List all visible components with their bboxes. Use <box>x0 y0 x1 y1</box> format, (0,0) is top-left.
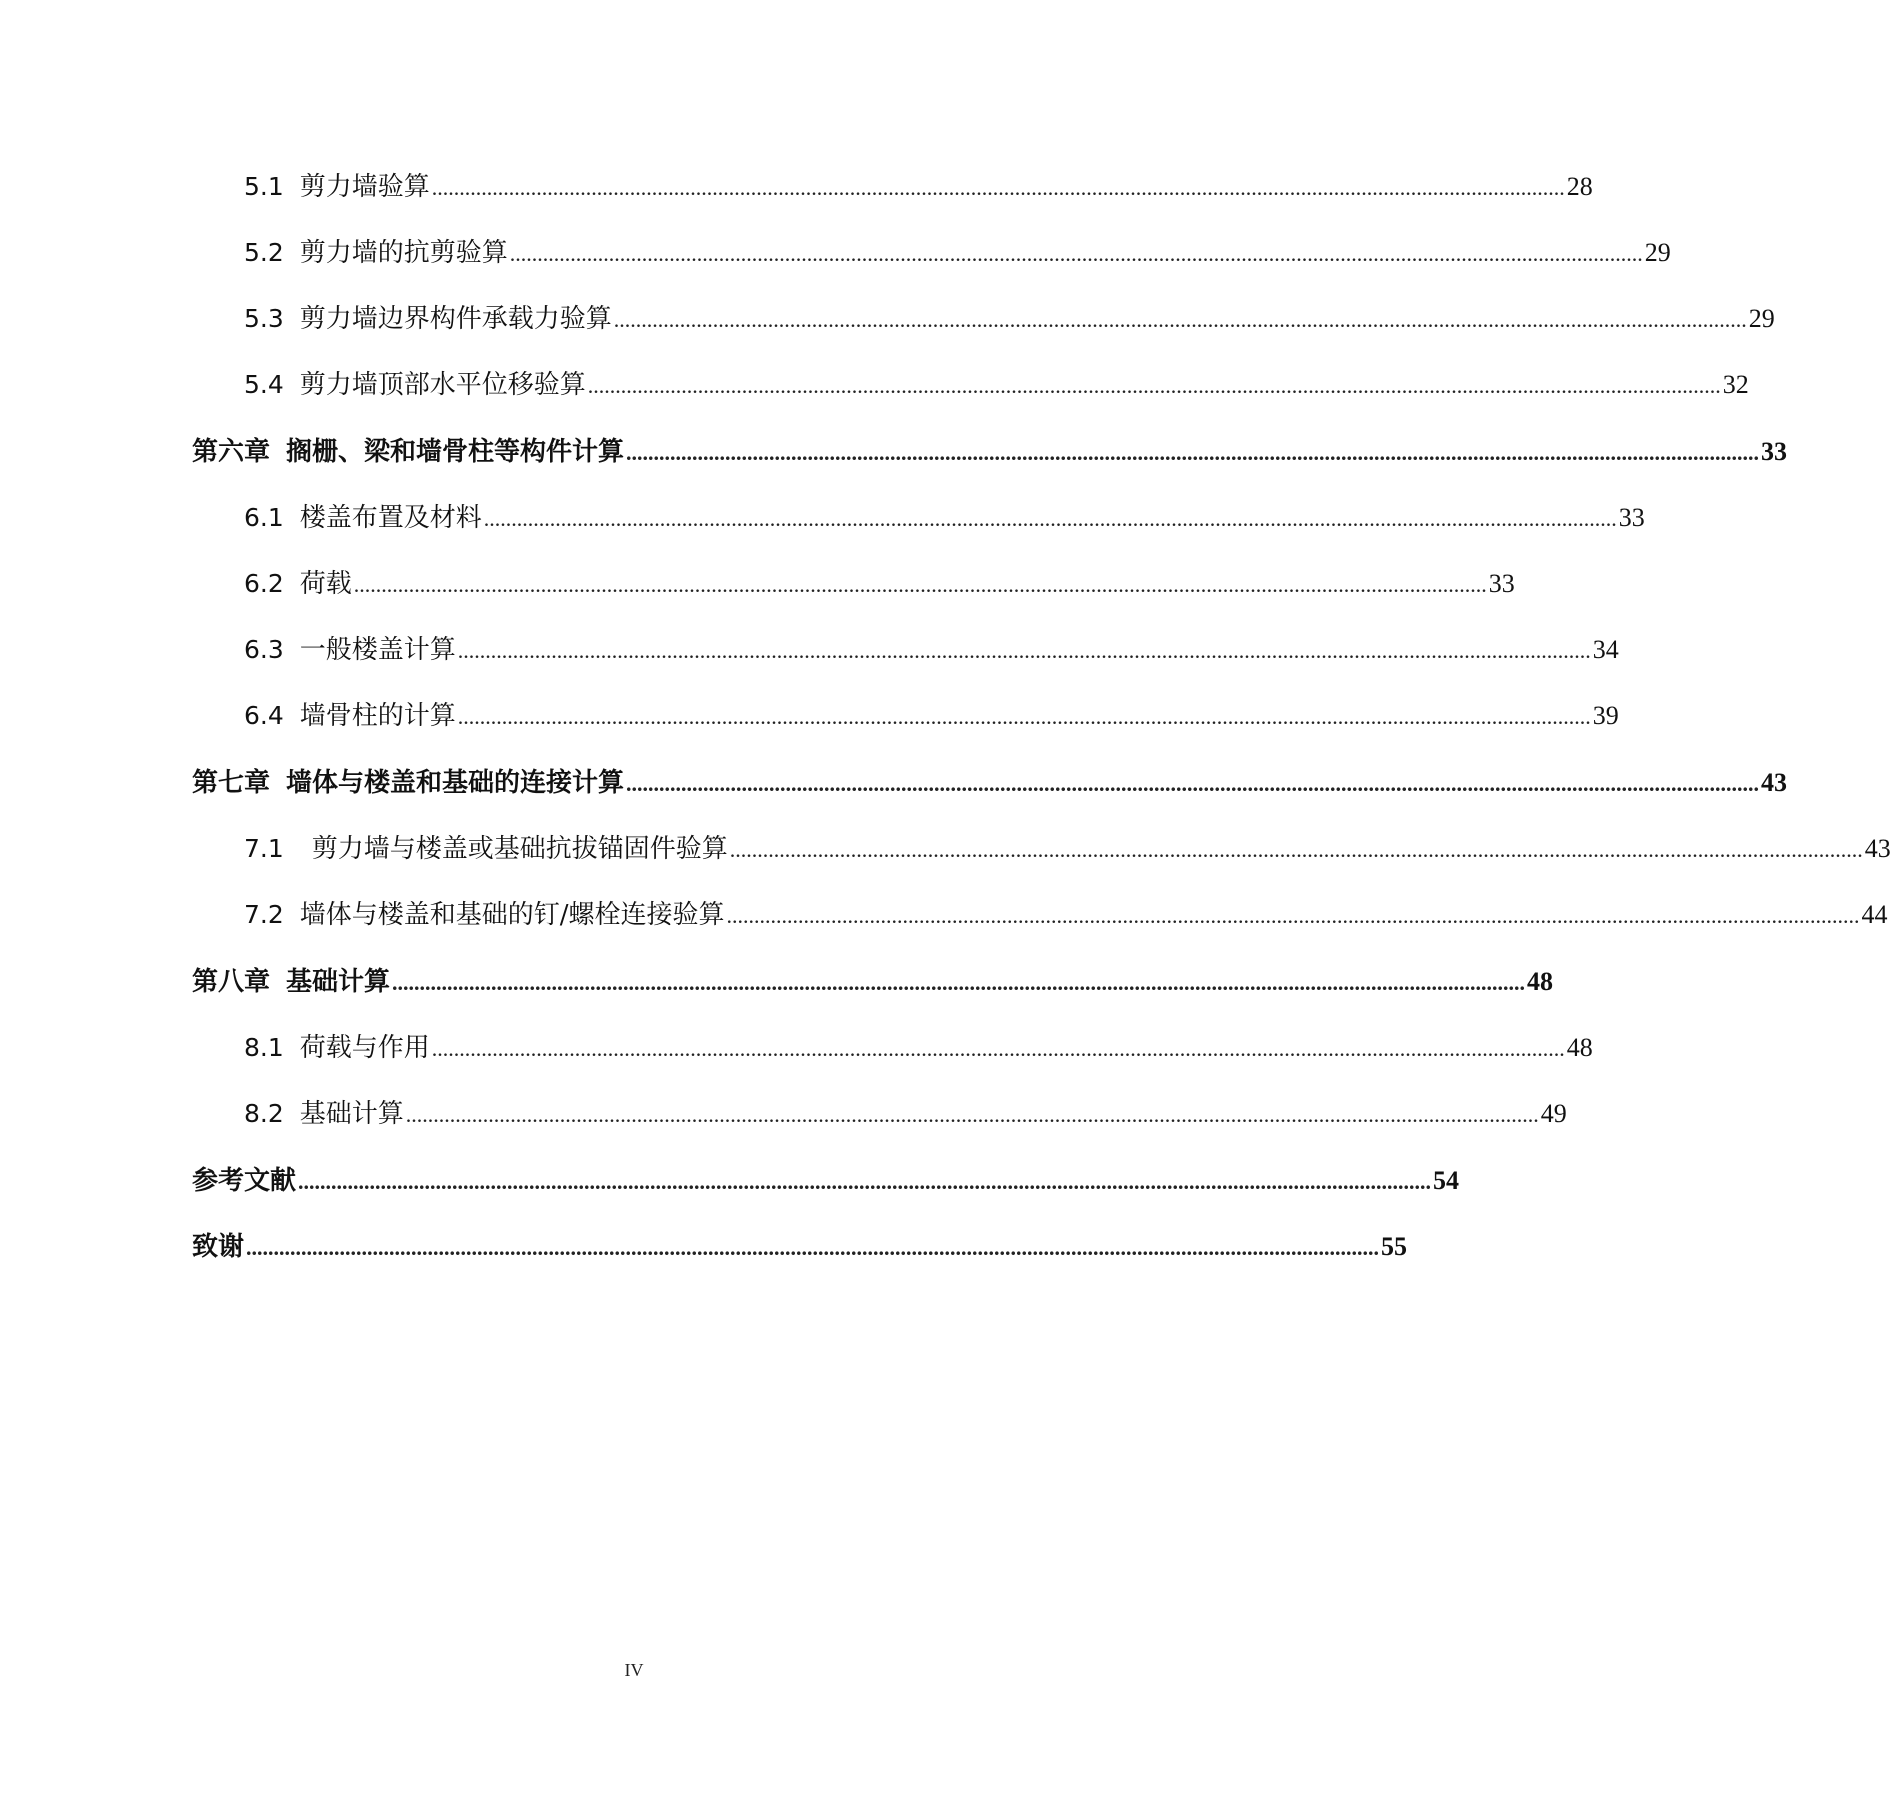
toc-chapter-entry[interactable] <box>192 1227 1408 1267</box>
toc-entry-page: 33 <box>1761 437 1788 466</box>
toc-dot-leader: .............................................................................................................................................................................................................. <box>392 970 1526 995</box>
toc-entry-number: 5.3 <box>244 304 284 333</box>
toc-dot-leader: .............................................................................................................................................................................................................. <box>431 175 1565 200</box>
toc-entry-page: 48 <box>1527 967 1554 996</box>
toc-entry-page: 29 <box>1748 304 1775 333</box>
toc-entry-number: 8.2 <box>244 1099 284 1128</box>
toc-entry-title: 荷载 <box>299 569 352 599</box>
toc-dot-leader: .............................................................................................................................................................................................................. <box>431 1036 1565 1061</box>
toc-entry[interactable] <box>192 696 1619 736</box>
toc-entry[interactable] <box>192 1028 1593 1068</box>
toc-entry[interactable] <box>192 895 1888 935</box>
toc-entry-number: 5.2 <box>244 238 284 267</box>
toc-entry-title: 墙体与楼盖和基础的连接计算 <box>286 768 625 798</box>
toc-entry[interactable] <box>192 299 1775 339</box>
toc-entry-page: 29 <box>1644 238 1671 267</box>
toc-entry[interactable] <box>192 564 1515 604</box>
toc-entry[interactable] <box>192 829 1891 869</box>
toc-entry-page: 43 <box>1761 768 1788 797</box>
toc-entry-title: 墙体与楼盖和基础的钉/螺栓连接验算 <box>299 900 725 930</box>
toc-dot-leader: .............................................................................................................................................................................................................. <box>353 572 1487 597</box>
toc-entry-number: 6.1 <box>244 503 284 532</box>
toc-entry-number: 6.2 <box>244 569 284 598</box>
toc-entry-title: 基础计算 <box>299 1099 404 1129</box>
toc-dot-leader: .............................................................................................................................................................................................................. <box>729 837 1863 862</box>
toc-entry-title: 楼盖布置及材料 <box>299 503 482 533</box>
toc-entry-number: 8.1 <box>244 1033 284 1062</box>
toc-entry-title: 一般楼盖计算 <box>299 635 456 665</box>
toc-entry-title: 剪力墙边界构件承载力验算 <box>299 304 612 334</box>
toc-entry-title: 荷载与作用 <box>299 1033 430 1063</box>
toc-dot-leader: .............................................................................................................................................................................................................. <box>457 704 1591 729</box>
toc-dot-leader: .............................................................................................................................................................................................................. <box>483 506 1617 531</box>
toc-entry-title: 剪力墙的抗剪验算 <box>299 238 508 268</box>
toc-chapter-entry[interactable] <box>192 763 1788 803</box>
toc-dot-leader: .............................................................................................................................................................................................................. <box>457 638 1591 663</box>
toc-entry-page: 48 <box>1566 1033 1593 1062</box>
toc-dot-leader: .............................................................................................................................................................................................................. <box>298 1169 1432 1194</box>
toc-entry-title: 剪力墙与楼盖或基础抗拔锚固件验算 <box>311 834 728 864</box>
toc-entry-page: 44 <box>1861 900 1888 929</box>
toc-entry-title: 剪力墙顶部水平位移验算 <box>299 370 586 400</box>
toc-chapter-number: 第七章 <box>192 768 271 798</box>
toc-chapter-number: 第八章 <box>192 967 271 997</box>
toc-entry[interactable] <box>192 365 1749 405</box>
toc-dot-leader: .............................................................................................................................................................................................................. <box>626 771 1760 796</box>
toc-dot-leader: .............................................................................................................................................................................................................. <box>613 307 1747 332</box>
toc-dot-leader: .............................................................................................................................................................................................................. <box>405 1102 1539 1127</box>
toc-entry[interactable] <box>192 233 1671 273</box>
toc-entry-page: 34 <box>1592 635 1619 664</box>
page-number: IV <box>624 1660 644 1680</box>
toc-entry-page: 33 <box>1618 503 1645 532</box>
toc-entry-number: 6.4 <box>244 701 284 730</box>
toc-dot-leader: .............................................................................................................................................................................................................. <box>626 440 1760 465</box>
toc-chapter-entry[interactable] <box>192 432 1788 472</box>
toc-entry-page: 43 <box>1864 834 1891 863</box>
toc-entry-title: 致谢 <box>192 1232 245 1262</box>
toc-chapter-number: 第六章 <box>192 437 271 467</box>
toc-entry-title: 剪力墙验算 <box>299 172 430 202</box>
toc-entry[interactable] <box>192 1094 1567 1134</box>
toc-entry-title: 搁栅、梁和墙骨柱等构件计算 <box>286 437 625 467</box>
toc-entry-number: 6.3 <box>244 635 284 664</box>
toc-entry-number: 7.2 <box>244 900 284 929</box>
toc-entry-page: 28 <box>1566 172 1593 201</box>
toc-dot-leader: .............................................................................................................................................................................................................. <box>509 241 1643 266</box>
toc-entry-number: 5.4 <box>244 370 284 399</box>
toc-chapter-entry[interactable] <box>192 962 1554 1002</box>
toc-entry-page: 54 <box>1433 1166 1460 1195</box>
toc-chapter-entry[interactable] <box>192 1161 1460 1201</box>
toc-dot-leader: .............................................................................................................................................................................................................. <box>587 373 1721 398</box>
toc-entry[interactable] <box>192 630 1619 670</box>
toc-entry-title: 基础计算 <box>286 967 391 997</box>
toc-entry-page: 33 <box>1488 569 1515 598</box>
toc-entry-title: 参考文献 <box>192 1166 297 1196</box>
toc-entry-title: 墙骨柱的计算 <box>299 701 456 731</box>
toc-entry-number: 5.1 <box>244 172 284 201</box>
toc-dot-leader: .............................................................................................................................................................................................................. <box>246 1235 1380 1260</box>
toc-entry[interactable] <box>192 498 1645 538</box>
toc-entry[interactable] <box>192 167 1593 207</box>
toc-entry-number: 7.1 <box>244 834 284 863</box>
toc-entry-page: 55 <box>1381 1232 1408 1261</box>
toc-entry-page: 49 <box>1540 1099 1567 1128</box>
toc-dot-leader: .............................................................................................................................................................................................................. <box>726 903 1860 928</box>
toc-entry-page: 39 <box>1592 701 1619 730</box>
toc-entry-page: 32 <box>1722 370 1749 399</box>
